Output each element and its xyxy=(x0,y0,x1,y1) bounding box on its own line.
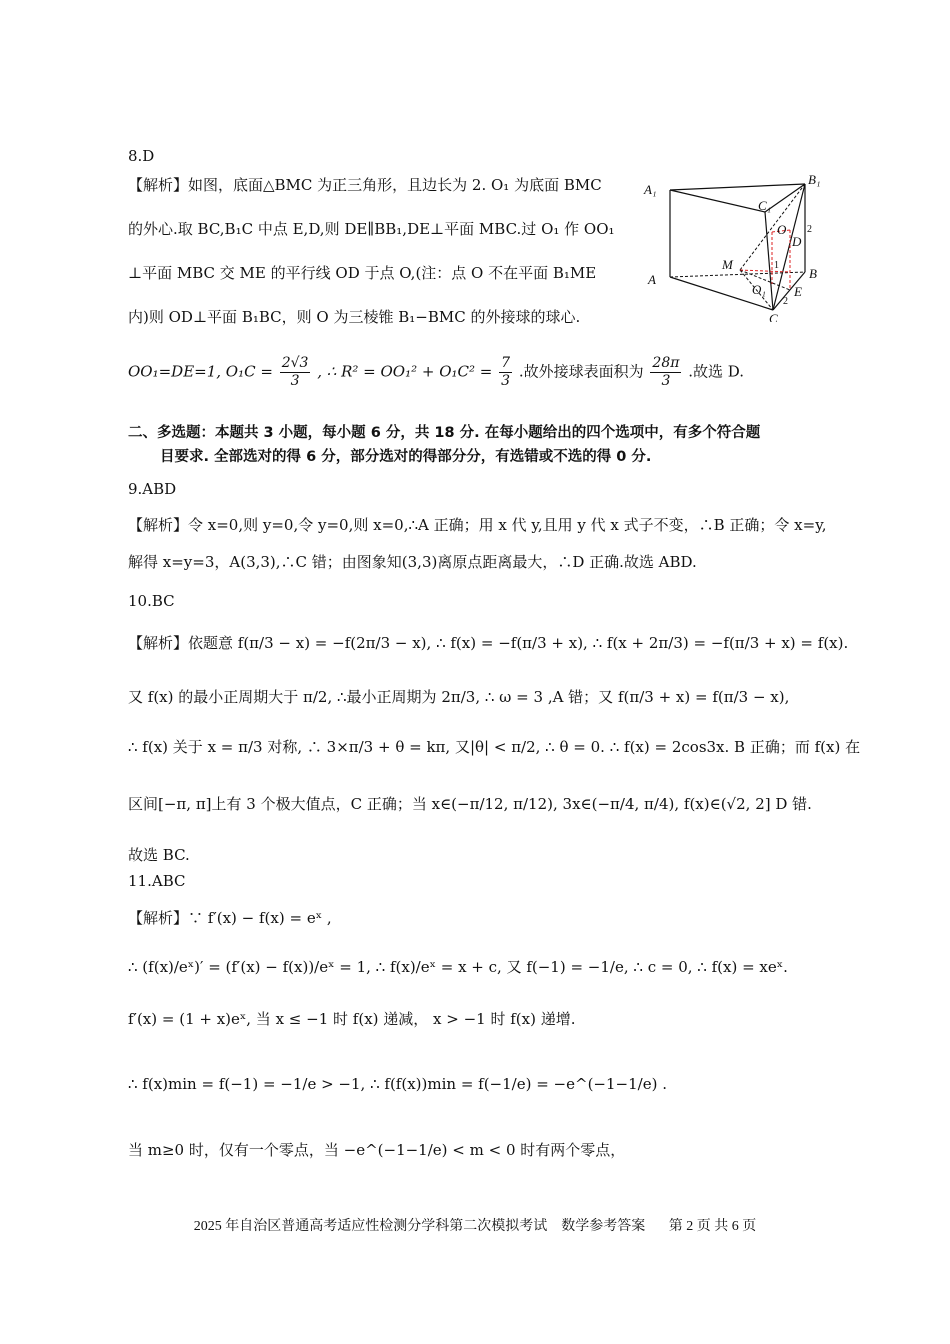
label-B: B xyxy=(809,266,817,281)
label-O1: O₁ xyxy=(752,282,766,297)
q11-text-4: ∴ f(x)min = f(−1) = −1/e > −1, ∴ f(f(x))min = f(−1/e) = −e^(−1−1/e) . xyxy=(128,1075,667,1093)
q11-text-5: 当 m≥0 时，仅有一个零点，当 −e^(−1−1/e) < m < 0 时有两个零点， xyxy=(128,1141,626,1159)
label-E: E xyxy=(794,284,802,299)
footer-page: 第 2 页 共 6 页 xyxy=(668,1219,757,1234)
q8-formula-b: , ∴ R² = OO₁² + O₁C² = xyxy=(317,362,493,381)
edge-AB-hidden xyxy=(670,272,805,277)
prism-figure xyxy=(640,172,840,322)
label-M: M xyxy=(722,257,733,272)
label-B1: B₁ xyxy=(808,172,821,187)
label-C1: C₁ xyxy=(758,198,772,213)
q8-formula-d: .故选 D. xyxy=(688,362,745,381)
section2-heading-2: 目要求. 全部选对的得 6 分，部分选对的得部分分，有选错或不选的得 0 分. xyxy=(160,449,652,465)
frac-7-over-3: $\frac{7}{3}$ xyxy=(501,355,511,389)
q10-text-1: 【解析】依题意 f(π/3 − x) = −f(2π/3 − x), ∴ f(x) = −f(π/3 + x), ∴ f(x + 2π/3) = −f(π/3 + x) = f(x). xyxy=(128,634,849,652)
q11-text-3: f′(x) = (1 + x)eˣ, 当 x ≤ −1 时 f(x) 递减， x > −1 时 f(x) 递增. xyxy=(128,1010,576,1028)
frac-2sqrt3-over-3: $\frac{2√3}{3}$ xyxy=(281,355,309,389)
q8-formula-c: .故外接球表面积为 xyxy=(518,362,644,381)
q8-text-2: 的外心.取 BC,B₁C 中点 E,D,则 DE∥BB₁,DE⊥平面 MBC.过 O₁ 作 OO₁ xyxy=(128,220,615,238)
label-O: O xyxy=(777,222,787,237)
q10-answer: 10.BC xyxy=(128,592,175,610)
label-2-base: 2 xyxy=(783,296,788,307)
q11-answer: 11.ABC xyxy=(128,872,186,890)
label-2-edge: 2 xyxy=(807,224,812,235)
q9-text-1: 【解析】令 x=0,则 y=0,令 y=0,则 x=0,∴A 正确；用 x 代 y,且用 y 代 x 式子不变，∴B 正确；令 x=y, xyxy=(128,516,827,534)
q8-formula-line xyxy=(128,355,744,390)
frac-28pi-over-3: $\frac{28\pi}{3}$ xyxy=(652,355,680,389)
label-D: D xyxy=(792,234,802,249)
q11-text-1: 【解析】∵ f′(x) − f(x) = eˣ , xyxy=(128,909,332,927)
q10-text-2: 又 f(x) 的最小正周期大于 π/2, ∴最小正周期为 2π/3, ∴ ω = 3 ,A 错；又 f(π/3 + x) = f(π/3 − x), xyxy=(128,688,790,706)
q9-text-2: 解得 x=y=3，A(3,3),∴C 错；由图象知(3,3)离原点距离最大，∴D 正确.故选 ABD. xyxy=(128,553,697,571)
label-1: 1 xyxy=(774,260,779,271)
label-A1: A₁ xyxy=(644,182,657,197)
q8-text-1: 【解析】如图，底面△BMC 为正三角形，且边长为 2. O₁ 为底面 BMC xyxy=(128,176,602,194)
footer-title: 2025 年自治区普通高考适应性检测分学科第二次模拟考试 数学参考答案 xyxy=(193,1219,646,1234)
edge-A1B1 xyxy=(670,184,805,190)
q8-text-4: 内)则 OD⊥平面 B₁BC，则 O 为三棱锥 B₁−BMC 的外接球的球心. xyxy=(128,308,581,326)
q11-text-2: ∴ (f(x)/eˣ)′ = (f′(x) − f(x))/eˣ = 1, ∴ f(x)/eˣ = x + c, 又 f(−1) = −1/e, ∴ c = 0, ∴ f(x) = xeˣ. xyxy=(128,958,788,976)
label-C: C xyxy=(769,311,778,322)
edge-A1C1 xyxy=(670,190,765,212)
q9-answer: 9.ABD xyxy=(128,480,177,498)
q10-text-4: 区间[−π, π]上有 3 个极大值点，C 正确；当 x∈(−π/12, π/12), 3x∈(−π/4, π/4), f(x)∈(√2, 2] D 错. xyxy=(128,795,812,813)
q8-text-3: ⊥平面 MBC 交 ME 的平行线 OD 于点 O,(注：点 O 不在平面 B₁ME xyxy=(128,264,597,282)
q8-formula-a: OO₁=DE=1, O₁C = xyxy=(128,362,273,381)
section2-heading-1: 二、多选题：本题共 3 小题，每小题 6 分，共 18 分. 在每小题给出的四个选项中，有多个符合题 xyxy=(128,425,761,441)
q10-text-3: ∴ f(x) 关于 x = π/3 对称, ∴ 3×π/3 + θ = kπ, 又|θ| < π/2, ∴ θ = 0. ∴ f(x) = 2cos3x. B 正确；而 f(x) 在 xyxy=(128,738,861,756)
label-A: A xyxy=(648,272,656,287)
q10-text-5: 故选 BC. xyxy=(128,846,190,864)
q8-answer: 8.D xyxy=(128,147,155,165)
edge-CC1 xyxy=(765,212,773,310)
page-footer xyxy=(0,1215,950,1235)
